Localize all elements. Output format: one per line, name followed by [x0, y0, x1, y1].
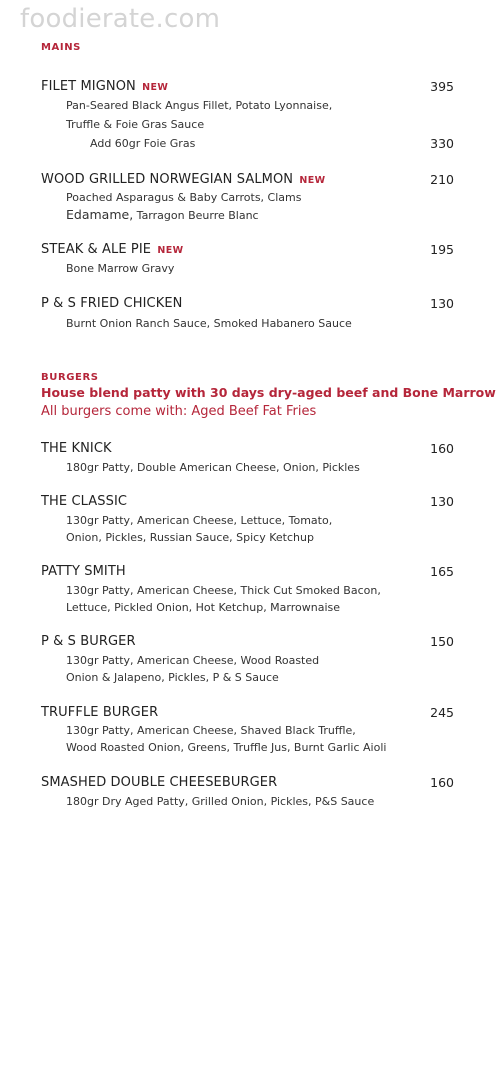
menu-item-price: 150 [430, 634, 454, 649]
menu-item-description: Onion, Pickles, Russian Sauce, Spicy Ketchup [66, 531, 314, 544]
menu-item-description: 130gr Patty, American Cheese, Wood Roasted [66, 654, 320, 667]
menu-item-description: Bone Marrow Gravy [66, 262, 175, 275]
menu-item-name: TRUFFLE BURGER [41, 705, 159, 720]
menu-item-description: 130gr Patty, American Cheese, Thick Cut Smoked Bacon, [66, 584, 381, 597]
menu-item-name: P & S FRIED CHICKEN [41, 296, 183, 311]
menu-item-price: 395 [430, 79, 454, 94]
menu-item-name: THE KNICK [41, 441, 112, 456]
menu-item-description: 180gr Dry Aged Patty, Grilled Onion, Pickles, P&S Sauce [66, 795, 375, 808]
menu-item-description: Edamame, Tarragon Beurre Blanc [66, 207, 259, 222]
addon-label: Add 60gr Foie Gras [90, 137, 196, 150]
menu-item-price: 160 [430, 441, 454, 456]
burgers-section-title: BURGERS [41, 372, 99, 383]
menu-item-description: Poached Asparagus & Baby Carrots, Clams [66, 191, 302, 204]
menu-item-name: PATTY SMITH [41, 564, 126, 579]
menu-item-description: Wood Roasted Onion, Greens, Truffle Jus, Burnt Garlic Aioli [66, 741, 387, 754]
mains-section-title: MAINS [41, 42, 81, 53]
menu-item-description: Burnt Onion Ranch Sauce, Smoked Habanero Sauce [66, 317, 352, 330]
menu-item-description: Pan-Seared Black Angus Fillet, Potato Lyonnaise, [66, 99, 333, 112]
menu-item-name: THE CLASSIC [41, 494, 128, 509]
menu-item-description: Lettuce, Pickled Onion, Hot Ketchup, Marrownaise [66, 601, 341, 614]
watermark: foodierate.com [20, 4, 221, 34]
new-badge: NEW [157, 245, 184, 256]
burgers-note: All burgers come with: Aged Beef Fat Fries [41, 404, 317, 419]
menu-item-description: Onion & Jalapeno, Pickles, P & S Sauce [66, 671, 279, 684]
menu-item-price: 210 [430, 172, 454, 187]
addon-price: 330 [430, 136, 454, 151]
menu-item-price: 130 [430, 296, 454, 311]
menu-item-description: 130gr Patty, American Cheese, Shaved Black Truffle, [66, 724, 356, 737]
burgers-subtitle: House blend patty with 30 days dry-aged beef and Bone Marrow [41, 385, 496, 400]
menu-item-price: 245 [430, 705, 454, 720]
menu-item-description: 180gr Patty, Double American Cheese, Onion, Pickles [66, 461, 360, 474]
menu-item-price: 160 [430, 775, 454, 790]
menu-item-description: Truffle & Foie Gras Sauce [66, 118, 205, 131]
new-badge: NEW [142, 82, 169, 93]
menu-item-description: 130gr Patty, American Cheese, Lettuce, Tomato, [66, 514, 333, 527]
menu-item-name: WOOD GRILLED NORWEGIAN SALMON NEW [41, 172, 326, 187]
menu-item-price: 130 [430, 494, 454, 509]
new-badge: NEW [299, 175, 326, 186]
menu-item-name: FILET MIGNON NEW [41, 79, 169, 94]
menu-item-price: 165 [430, 564, 454, 579]
menu-item-name: SMASHED DOUBLE CHEESEBURGER [41, 775, 278, 790]
menu-item-price: 195 [430, 242, 454, 257]
menu-item-name: P & S BURGER [41, 634, 136, 649]
menu-item-name: STEAK & ALE PIE NEW [41, 242, 184, 257]
